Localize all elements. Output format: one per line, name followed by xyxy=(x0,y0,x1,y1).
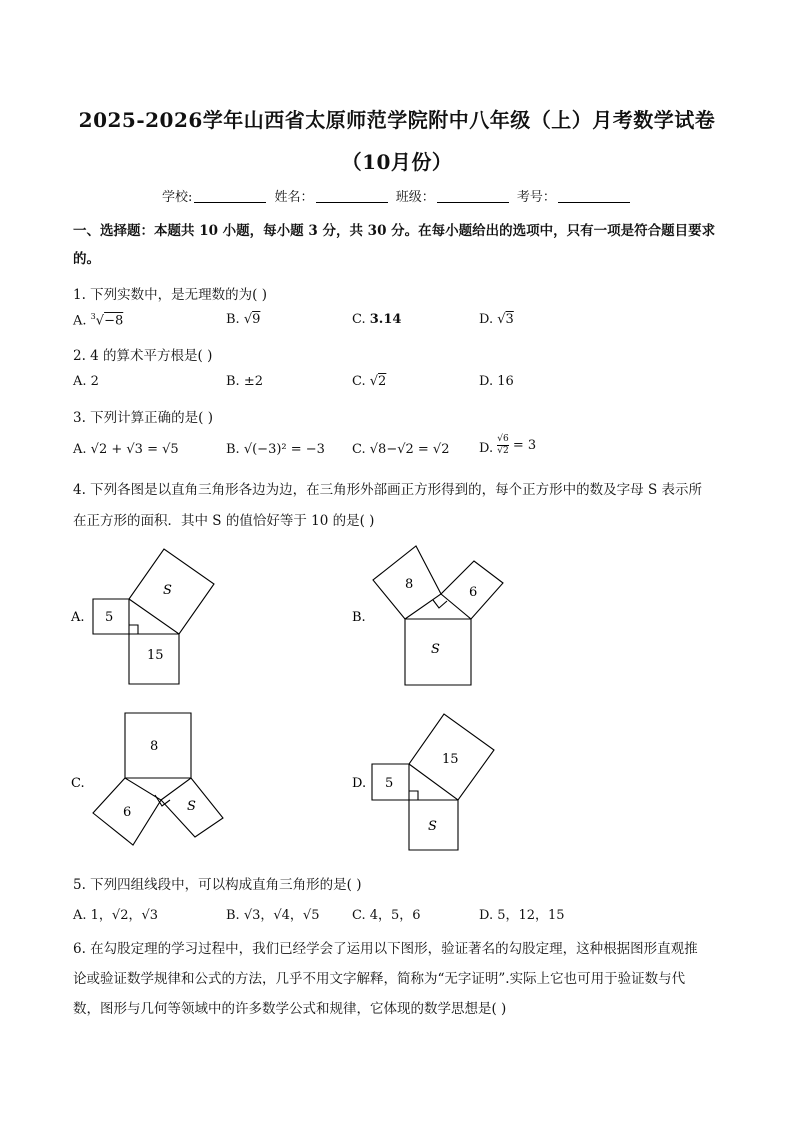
student-info-row xyxy=(162,186,634,205)
fig-a-small-value: 5 xyxy=(105,610,114,625)
q4-stem-line2: 在正方形的面积．其中 S 的值恰好等于 10 的是( ) xyxy=(73,513,375,529)
class-blank[interactable] xyxy=(437,189,509,203)
q2-stem: 2. 4 的算术平方根是( ) xyxy=(73,348,213,364)
fig-c-left-value: 6 xyxy=(123,805,132,820)
fig-c-label: C. xyxy=(71,776,85,791)
q3-option-d[interactable]: D. $\frac{√6}{√2}$ = 3 xyxy=(479,434,537,456)
fig-c-top-value: 8 xyxy=(150,739,159,754)
q3-option-a[interactable]: A. √2 + √3 = √5 xyxy=(73,442,179,457)
q1-option-c[interactable]: C. 3.14 xyxy=(352,312,402,327)
q6-stem-line3: 数，图形与几何等领域中的许多数学公式和规律，它体现的数学思想是( ) xyxy=(73,1001,507,1017)
q4-figure-c[interactable] xyxy=(93,713,223,845)
exam-number-label: 考号： xyxy=(516,190,556,205)
q1-option-a[interactable]: A. $^3$√−8 xyxy=(73,312,124,329)
exam-title: 2025-2026学年山西省太原师范学院附中八年级（上）月考数学试卷 xyxy=(78,108,716,132)
name-blank[interactable] xyxy=(316,189,388,203)
q4-stem-line1: 4. 下列各图是以直角三角形各边为边，在三角形外部画正方形得到的，每个正方形中的数及字母 S 表示所 xyxy=(73,482,703,498)
q1-option-d[interactable]: D. √3 xyxy=(479,312,514,327)
fig-b-right-value: 6 xyxy=(469,585,478,600)
fig-b-right-angle-mark xyxy=(433,600,447,608)
fig-d-label: D. xyxy=(352,776,367,791)
fig-a-bottom-value: 15 xyxy=(147,648,164,663)
fig-d-large-value: 15 xyxy=(442,752,459,767)
q1-option-b[interactable]: B. √9 xyxy=(226,312,261,327)
fig-a-right-angle-mark xyxy=(129,625,138,634)
name-label: 姓名： xyxy=(274,190,314,205)
q3-option-b[interactable]: B. √(−3)² = −3 xyxy=(226,442,325,457)
q3-option-c[interactable]: C. √8−√2 = √2 xyxy=(352,442,450,457)
exam-number-blank[interactable] xyxy=(558,189,630,203)
q2-option-b[interactable]: B. ±2 xyxy=(226,374,263,389)
section1-heading-line2: 的。 xyxy=(73,251,100,267)
q2-option-c[interactable]: C. √2 xyxy=(352,374,387,389)
q4-figures xyxy=(0,530,794,890)
q1-stem: 1. 下列实数中，是无理数的为( ) xyxy=(73,287,267,303)
q6-stem-line2: 论或验证数学规律和公式的方法，几乎不用文字解释，简称为“无字证明”.实际上它也可用于验证数与代 xyxy=(73,971,686,987)
fig-a-label: A. xyxy=(71,610,85,625)
q3-stem: 3. 下列计算正确的是( ) xyxy=(73,410,213,426)
fig-a-large-value: S xyxy=(163,583,172,598)
class-label: 班级： xyxy=(395,190,435,205)
q4-figure-b[interactable] xyxy=(373,546,503,685)
fig-d-small-value: 5 xyxy=(385,776,394,791)
fig-c-right-angle-mark xyxy=(155,795,170,806)
fig-d-bottom-value: S xyxy=(428,819,437,834)
fig-b-label: B. xyxy=(352,610,366,625)
fig-c-right-value: S xyxy=(187,799,196,814)
school-blank[interactable] xyxy=(194,189,266,203)
q5-option-b[interactable]: B. √3，√4，√5 xyxy=(226,908,320,923)
q2-option-d[interactable]: D. 16 xyxy=(479,374,514,389)
exam-subtitle: （10月份） xyxy=(341,150,453,174)
fig-b-left-value: 8 xyxy=(405,577,414,592)
q5-option-d[interactable]: D. 5，12，15 xyxy=(479,908,565,923)
q6-stem-line1: 6. 在勾股定理的学习过程中，我们已经学会了运用以下图形，验证著名的勾股定理，这种根据图形直观推 xyxy=(73,941,698,957)
fig-b-bottom-value: S xyxy=(431,642,440,657)
section1-heading-line1: 一、选择题：本题共 10 小题，每小题 3 分，共 30 分。在每小题给出的选项中，只有一项是符合题目要求 xyxy=(73,223,716,239)
q2-option-a[interactable]: A. 2 xyxy=(73,374,99,389)
q5-stem: 5. 下列四组线段中，可以构成直角三角形的是( ) xyxy=(73,877,362,893)
fig-d-right-angle-mark xyxy=(409,791,418,800)
school-label: 学校: xyxy=(162,190,193,205)
q5-option-c[interactable]: C. 4，5，6 xyxy=(352,908,421,923)
q5-option-a[interactable]: A. 1，√2，√3 xyxy=(73,908,159,923)
